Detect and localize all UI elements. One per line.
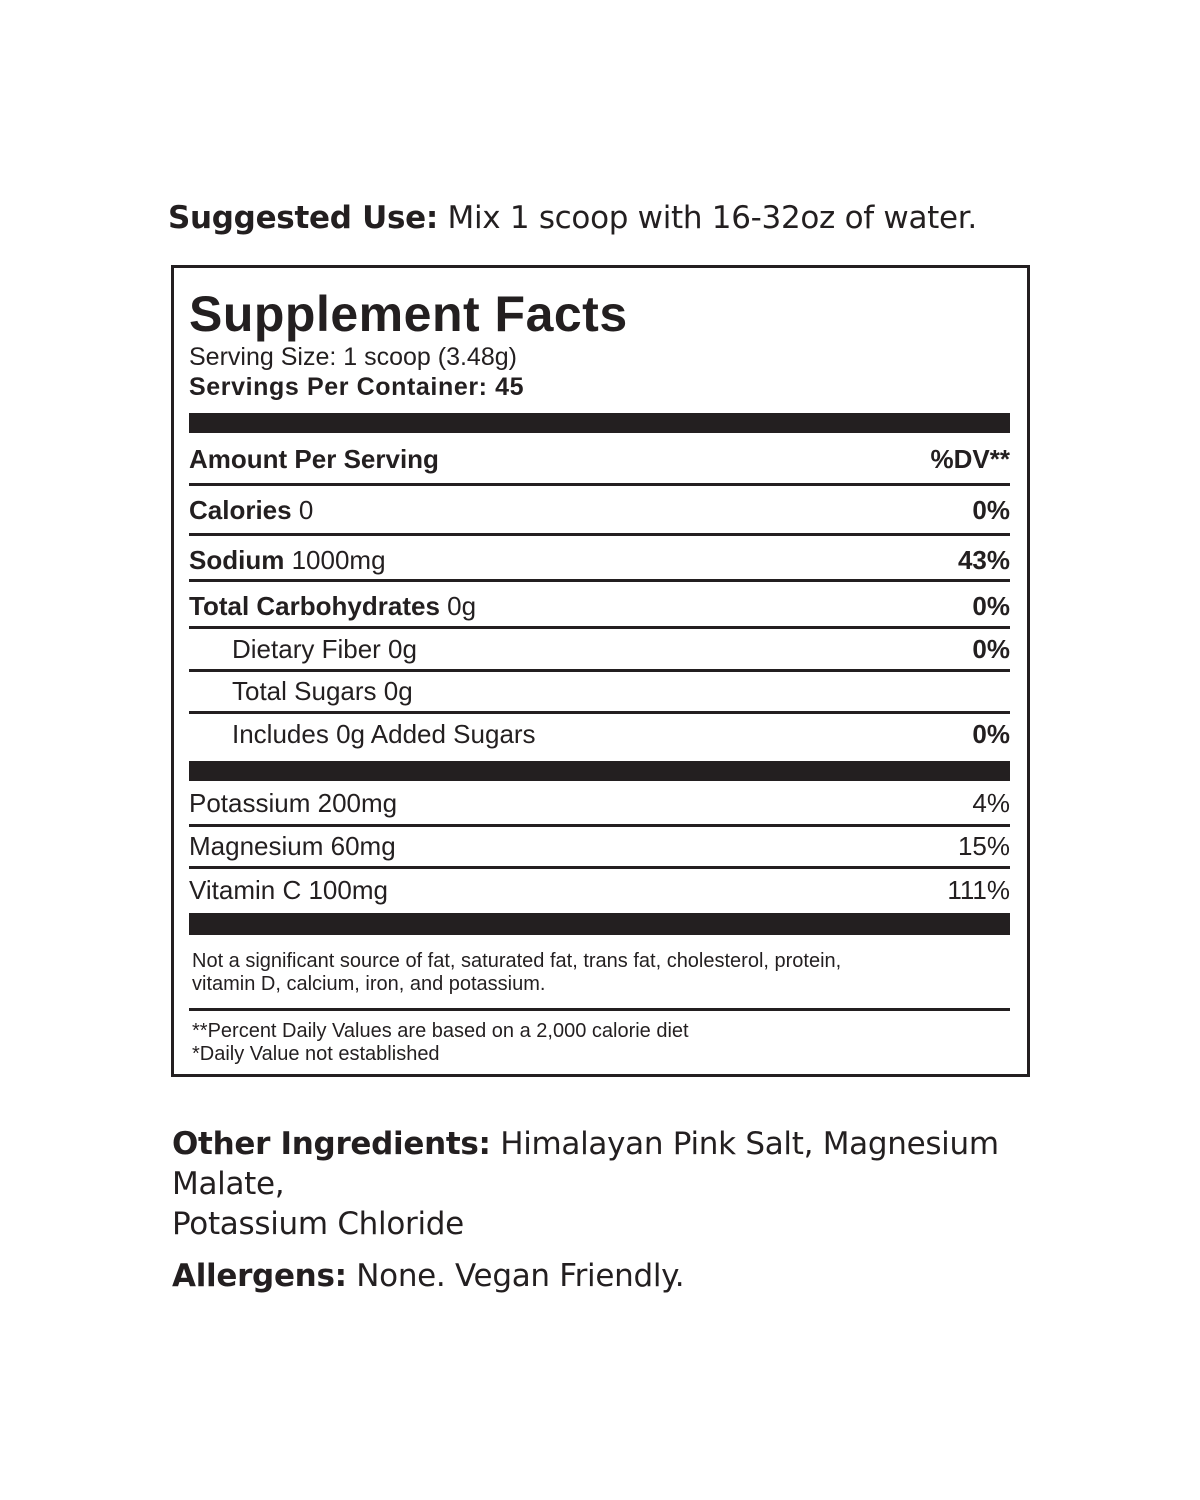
- mineral-name: Vitamin C 100mg: [189, 875, 388, 905]
- mineral-dv: 111%: [947, 875, 1010, 905]
- thick-divider: [189, 913, 1010, 935]
- row-divider: [189, 483, 1010, 486]
- thick-divider: [189, 413, 1010, 433]
- other-ingredients-text-line-2: Potassium Chloride: [172, 1206, 464, 1242]
- servings-per-container: Servings Per Container: 45: [189, 373, 525, 401]
- nutrient-name: Dietary Fiber 0g: [232, 634, 417, 664]
- nutrient-row-carbohydrates: [189, 589, 1010, 623]
- other-ingredients: [172, 1124, 1072, 1244]
- allergens-text: None. Vegan Friendly.: [346, 1258, 685, 1294]
- other-ingredients-label: Other Ingredients:: [172, 1126, 491, 1162]
- row-divider: [189, 626, 1010, 629]
- dv-header: %DV**: [930, 444, 1010, 474]
- row-divider: [189, 824, 1010, 827]
- nutrient-dv: 0%: [972, 591, 1010, 621]
- nutrient-name: Includes 0g Added Sugars: [232, 719, 536, 749]
- allergens-label: Allergens:: [172, 1258, 347, 1294]
- nutrient-dv: 0%: [972, 719, 1010, 749]
- nutrient-name: Sodium: [189, 545, 285, 575]
- nutrient-amount: 1000mg: [284, 545, 386, 575]
- mineral-name: Magnesium 60mg: [189, 831, 396, 861]
- nutrient-amount: 0g: [439, 591, 477, 621]
- row-divider: [189, 669, 1010, 672]
- row-divider: [189, 711, 1010, 714]
- mineral-row-magnesium: [189, 829, 1010, 863]
- suggested-use-text: Mix 1 scoop with 16-32oz of water.: [437, 200, 977, 236]
- suggested-use: [168, 198, 977, 238]
- nutrient-name: Total Sugars 0g: [232, 676, 413, 706]
- row-divider: [189, 579, 1010, 582]
- thick-divider: [189, 761, 1010, 781]
- nutrient-row-dietary-fiber: [189, 632, 1010, 666]
- other-ingredients-text: Himalayan Pink Salt, Magnesium Malate,: [172, 1126, 999, 1202]
- nutrient-name: Calories: [189, 495, 292, 525]
- footnote-line: vitamin D, calcium, iron, and potassium.: [192, 973, 546, 995]
- nutrient-dv: 43%: [957, 545, 1010, 575]
- nutrient-amount: 0: [291, 495, 314, 525]
- mineral-dv: 4%: [972, 788, 1010, 818]
- amount-header: [189, 442, 1010, 476]
- nutrient-name: Total Carbohydrates: [189, 591, 440, 621]
- mineral-row-vitamin-c: [189, 873, 1010, 907]
- footnote-line: **Percent Daily Values are based on a 2,000 calorie diet: [192, 1020, 689, 1042]
- suggested-use-label: Suggested Use:: [168, 200, 438, 236]
- nutrient-row-added-sugars: [189, 717, 1010, 751]
- mineral-row-potassium: [189, 786, 1010, 820]
- nutrient-row-sodium: [189, 543, 1010, 577]
- footnote-line: *Daily Value not established: [192, 1043, 440, 1065]
- row-divider: [189, 533, 1010, 536]
- footnote-not-significant: [192, 950, 841, 996]
- allergens: [172, 1256, 684, 1296]
- supplement-facts-panel: [171, 265, 1030, 1077]
- mineral-name: Potassium 200mg: [189, 788, 398, 818]
- nutrient-row-total-sugars: [189, 674, 1010, 708]
- nutrient-dv: 0%: [972, 634, 1010, 664]
- panel-title: Supplement Facts: [189, 286, 628, 342]
- row-divider: [189, 866, 1010, 869]
- footnote-line: Not a significant source of fat, saturated fat, trans fat, cholesterol, protein,: [192, 950, 842, 972]
- nutrient-row-calories: [189, 493, 1010, 527]
- nutrient-dv: 0%: [972, 495, 1010, 525]
- serving-size: Serving Size: 1 scoop (3.48g): [189, 343, 517, 371]
- mineral-dv: 15%: [957, 831, 1010, 861]
- row-divider: [189, 1008, 1010, 1011]
- amount-per-serving-label: Amount Per Serving: [189, 444, 439, 474]
- footnote-daily-values: [192, 1020, 689, 1066]
